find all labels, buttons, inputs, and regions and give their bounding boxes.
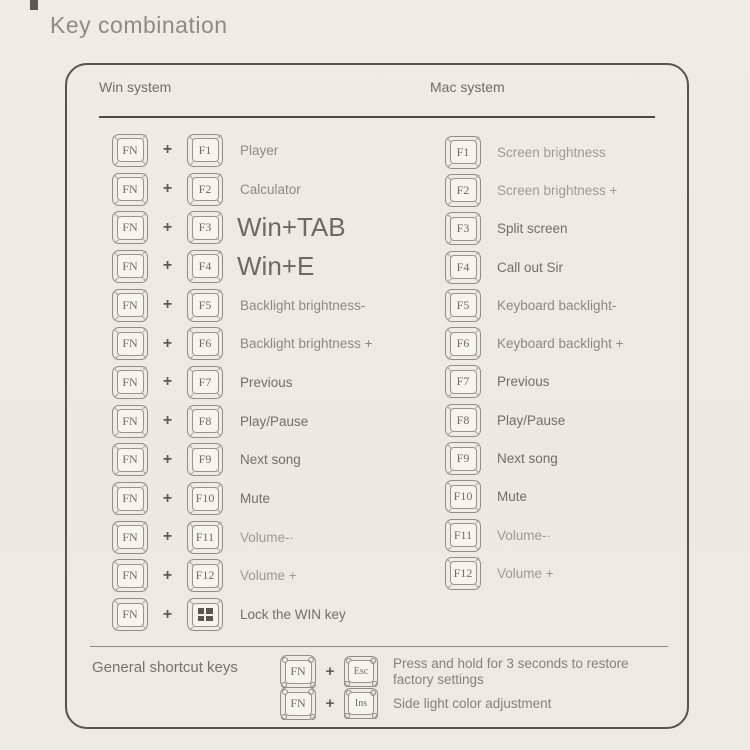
f4-key: F4 [445, 251, 481, 284]
shortcut-label: Mute [240, 491, 271, 507]
shortcut-label: Win+TAB [237, 212, 346, 243]
f5-key: F5 [187, 289, 223, 322]
f5-key: F5 [445, 289, 481, 322]
general-row-ins [280, 687, 638, 720]
win-row-f4 [112, 247, 372, 286]
mac-row-f9 [445, 439, 623, 477]
mac-shortcut-list [445, 133, 623, 593]
win-row-f9 [112, 441, 372, 480]
shortcut-label: Call out Sir [497, 259, 564, 275]
plus-sign: + [325, 695, 335, 712]
fn-key: FN [112, 405, 148, 438]
shortcut-label: Volume + [497, 565, 554, 581]
plus-sign: + [162, 373, 173, 391]
mac-row-f5 [445, 286, 623, 324]
plus-sign: + [162, 180, 173, 198]
plus-sign: + [162, 528, 173, 546]
shortcut-label: Screen brightness + [497, 182, 618, 198]
mac-row-f10 [445, 478, 623, 516]
fn-key: FN [112, 289, 148, 322]
fn-key: FN [112, 521, 148, 554]
shortcut-label: Win+E [237, 250, 315, 281]
shortcut-label: Play/Pause [240, 413, 309, 429]
ins-key: Ins [344, 688, 378, 719]
f12-key: F12 [187, 559, 223, 592]
plus-sign: + [162, 257, 173, 275]
win-row-f10 [112, 479, 372, 518]
plus-sign: + [162, 218, 173, 236]
f3-key: F3 [187, 211, 223, 244]
page-title: Key combination [50, 12, 228, 38]
esc-key: Esc [344, 656, 378, 687]
shortcut-label: Lock the WIN key [240, 607, 346, 623]
f2-key: F2 [187, 173, 223, 206]
fn-key: FN [112, 598, 148, 631]
general-row-esc [280, 655, 638, 688]
win-row-winkey [112, 595, 372, 634]
win-shortcut-list [112, 131, 372, 634]
f6-key: F6 [445, 327, 481, 360]
plus-sign: + [162, 566, 173, 584]
plus-sign: + [162, 296, 173, 314]
mac-row-f8 [445, 401, 623, 439]
plus-sign: + [162, 450, 173, 468]
win-system-header: Win system [99, 79, 172, 95]
general-shortcut-list [280, 655, 638, 719]
plus-sign: + [325, 663, 335, 680]
f12-key: F12 [445, 557, 481, 590]
win-row-f8 [112, 402, 372, 441]
f9-key: F9 [445, 442, 481, 475]
mac-row-f7 [445, 363, 623, 401]
fn-key: FN [112, 173, 148, 206]
fn-key: FN [112, 366, 148, 399]
f9-key: F9 [187, 443, 223, 476]
fn-key: FN [112, 250, 148, 283]
f10-key: F10 [445, 480, 481, 513]
win-row-f1 [112, 131, 372, 170]
shortcut-label: Volume + [240, 568, 297, 584]
shortcut-label: Backlight brightness + [240, 336, 373, 352]
shortcut-label: Keyboard backlight- [497, 297, 617, 313]
fn-key: FN [112, 559, 148, 592]
shortcut-panel [65, 63, 689, 729]
shortcut-label: Previous [497, 374, 550, 390]
win-row-f5 [112, 286, 372, 325]
header-divider [99, 116, 655, 118]
fn-key: FN [280, 687, 316, 720]
shortcut-label: Side light color adjustment [393, 695, 552, 711]
mac-row-f6 [445, 324, 623, 362]
shortcut-label: Previous [240, 374, 293, 390]
shortcut-label: Calculator [240, 181, 301, 197]
shortcut-label: Mute [497, 489, 528, 505]
mac-row-f12 [445, 554, 623, 592]
fn-key: FN [112, 443, 148, 476]
win-row-f11 [112, 518, 372, 557]
f11-key: F11 [187, 521, 223, 554]
plus-sign: + [162, 489, 173, 507]
f1-key: F1 [187, 134, 223, 167]
shortcut-label: Press and hold for 3 seconds to restore factory settings [393, 655, 629, 687]
mac-row-f2 [445, 171, 623, 209]
mac-row-f4 [445, 248, 623, 286]
mac-row-f1 [445, 133, 623, 171]
mac-row-f11 [445, 516, 623, 554]
plus-sign: + [162, 605, 173, 623]
shortcut-label: Player [240, 142, 279, 158]
shortcut-label: Keyboard backlight + [497, 336, 624, 352]
win-row-f6 [112, 324, 372, 363]
f7-key: F7 [445, 365, 481, 398]
f4-key: F4 [187, 250, 223, 283]
corner-mark [30, 0, 38, 10]
general-divider [90, 646, 668, 647]
f8-key: F8 [187, 405, 223, 438]
windows-logo-icon [198, 608, 213, 621]
plus-sign: + [162, 334, 173, 352]
shortcut-label: Split screen [497, 221, 568, 237]
fn-key: FN [112, 211, 148, 244]
win-row-f7 [112, 363, 372, 402]
f8-key: F8 [445, 404, 481, 437]
fn-key: FN [112, 327, 148, 360]
f11-key: F11 [445, 519, 481, 552]
shortcut-label: Volume-· [497, 527, 552, 543]
shortcut-label: Backlight brightness- [240, 297, 366, 313]
fn-key: FN [112, 134, 148, 167]
shortcut-label: Screen brightness [497, 144, 606, 160]
f10-key: F10 [187, 482, 223, 515]
win-row-f3 [112, 208, 372, 247]
win-row-f12 [112, 557, 372, 596]
shortcut-label: Volume-· [240, 529, 295, 545]
f3-key: F3 [445, 212, 481, 245]
f6-key: F6 [187, 327, 223, 360]
mac-row-f3 [445, 210, 623, 248]
shortcut-label: Next song [497, 451, 558, 467]
win-row-f2 [112, 170, 372, 209]
f2-key: F2 [445, 174, 481, 207]
fn-key: FN [280, 655, 316, 688]
windows-key [187, 598, 223, 631]
f1-key: F1 [445, 136, 481, 169]
shortcut-label: Next song [240, 452, 301, 468]
shortcut-label: Play/Pause [497, 412, 566, 428]
f7-key: F7 [187, 366, 223, 399]
plus-sign: + [162, 141, 173, 159]
fn-key: FN [112, 482, 148, 515]
mac-system-header: Mac system [430, 79, 505, 95]
plus-sign: + [162, 412, 173, 430]
general-shortcuts-header: General shortcut keys [92, 659, 238, 676]
